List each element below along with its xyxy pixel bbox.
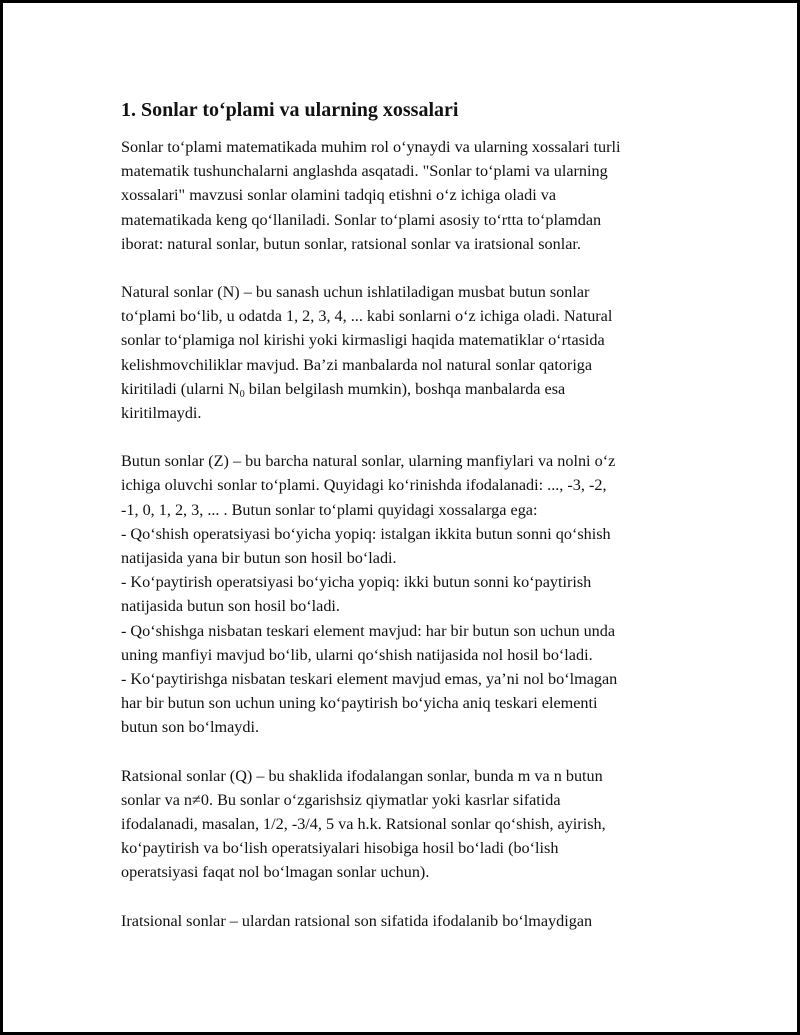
list-item-line: - Ko‘paytirishga nisbatan teskari element mavjud emas, ya’ni nol bo‘lmagan <box>121 670 618 689</box>
text-line: har bir butun son uchun uning ko‘paytirish bo‘yicha aniq teskari elementi <box>121 694 598 713</box>
text-line: iborat: natural sonlar, butun sonlar, ratsional sonlar va iratsional sonlar. <box>121 234 581 253</box>
irrational-numbers-paragraph <box>121 909 691 933</box>
list-item-line: - Ko‘paytirish operatsiyasi bo‘yicha yopiq: ikki butun sonni ko‘paytirish <box>121 573 592 592</box>
text-line-with-subscript <box>121 377 691 401</box>
natural-numbers-paragraph <box>121 280 691 425</box>
text-line: ichiga oluvchi sonlar to‘plami. Quyidagi ko‘rinishda ifodalanadi: ..., -3, -2, <box>121 476 607 495</box>
list-item-line: - Qo‘shishga nisbatan teskari element mavjud: har bir butun son uchun unda <box>121 621 616 640</box>
text-line: Natural sonlar (N) – bu sanash uchun ishlatiladigan musbat butun sonlar <box>121 283 590 302</box>
section-heading: 1. Sonlar to‘plami va ularning xossalari <box>121 99 459 121</box>
text-line: to‘plami bo‘lib, u odatda 1, 2, 3, 4, ... kabi sonlarni o‘z ichiga oladi. Natural <box>121 307 613 326</box>
text-line: Butun sonlar (Z) – bu barcha natural sonlar, ularning manfiylari va nolni o‘z <box>121 452 616 471</box>
text-line: ifodalanadi, masalan, 1/2, -3/4, 5 va h.k. Ratsional sonlar qo‘shish, ayirish, <box>121 815 606 834</box>
text-segment: kiritiladi (ularni N <box>121 379 240 398</box>
text-line: butun son bo‘lmaydi. <box>121 718 260 737</box>
subscript-zero: 0 <box>239 388 245 400</box>
text-line: operatsiyasi faqat nol bo‘lmagan sonlar uchun). <box>121 863 430 882</box>
text-line: uning manfiyi mavjud bo‘lib, ularni qo‘shish natijasida nol hosil bo‘ladi. <box>121 645 593 664</box>
text-line: ko‘paytirish va bo‘lish operatsiyalari hisobiga hosil bo‘ladi (bo‘lish <box>121 839 559 858</box>
text-line: natijasida butun son hosil bo‘ladi. <box>121 597 340 616</box>
text-line: kelishmovchiliklar mavjud. Ba’zi manbalarda nol natural sonlar qatoriga <box>121 355 593 374</box>
text-line: matematikada keng qo‘llaniladi. Sonlar to‘plami asosiy to‘rtta to‘plamdan <box>121 210 602 229</box>
intro-paragraph <box>121 135 691 256</box>
rational-numbers-paragraph <box>121 764 691 885</box>
text-segment: bilan belgilash mumkin), boshqa manbalarda esa <box>244 379 566 398</box>
text-line: Ratsional sonlar (Q) – bu shaklida ifodalangan sonlar, bunda m va n butun <box>121 766 603 785</box>
text-line: sonlar va n≠0. Bu sonlar o‘zgarishsiz qiymatlar yoki kasrlar sifatida <box>121 790 561 809</box>
text-line: -1, 0, 1, 2, 3, ... . Butun sonlar to‘plami quyidagi xossalarga ega: <box>121 500 538 519</box>
text-line: Sonlar to‘plami matematikada muhim rol o‘ynaydi va ularning xossalari turli <box>121 138 621 156</box>
text-line: sonlar to‘plamiga nol kirishi yoki kirmasligi haqida matematiklar o‘rtasida <box>121 331 605 350</box>
text-line: xossalari" mavzusi sonlar olamini tadqiq etishni o‘z ichiga oladi va <box>121 186 557 205</box>
document-content <box>121 97 691 957</box>
integers-paragraph <box>121 449 691 739</box>
text-line: kiritilmaydi. <box>121 404 202 423</box>
text-line: Iratsional sonlar – ulardan ratsional son sifatida ifodalanib bo‘lmaydigan <box>121 911 593 930</box>
text-line: matematik tushunchalarni anglashda asqatadi. "Sonlar to‘plami va ularning <box>121 162 608 181</box>
list-item-line: - Qo‘shish operatsiyasi bo‘yicha yopiq: istalgan ikkita butun sonni qo‘shish <box>121 524 611 543</box>
text-line: natijasida yana bir butun son hosil bo‘ladi. <box>121 549 397 568</box>
